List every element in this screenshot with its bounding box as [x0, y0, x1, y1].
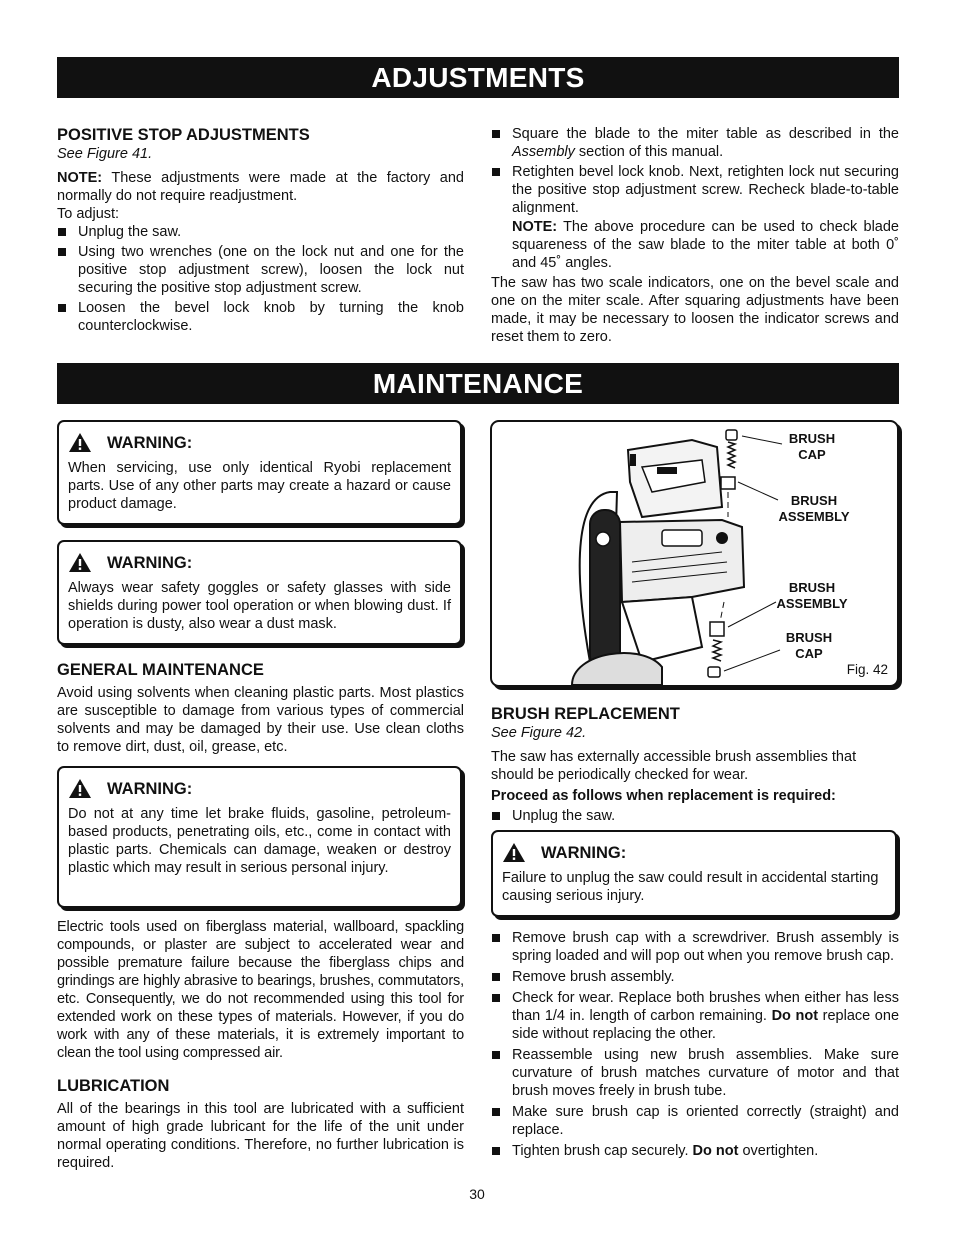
- brush-replacement-section: [491, 704, 899, 827]
- note-label: NOTE:: [512, 219, 558, 235]
- maintenance-banner: MAINTENANCE: [57, 363, 899, 404]
- warning-text: Do not at any time let brake fluids, gasoline, petroleum-based products, penetrating oils, etc., come in contact with plastic parts. Chemicals can damage, weaken or destroy plastic which may result in serious personal injury.: [68, 806, 451, 876]
- list-item: [491, 1142, 899, 1160]
- note: [491, 218, 899, 272]
- text: Tighten brush cap securely.: [512, 1143, 693, 1159]
- list-item: Remove brush cap with a screwdriver. Brush assembly is spring loaded and will pop out when you remove brush cap.: [491, 929, 899, 965]
- brush-steps: [491, 929, 899, 1160]
- figure-reference: See Figure 42.: [491, 725, 587, 741]
- warning-header: [502, 842, 886, 863]
- list-item: Unplug the saw.: [491, 807, 899, 825]
- brush-steps-section: [491, 929, 899, 1162]
- warning-text: Failure to unplug the saw could result in accidental starting causing serious injury.: [502, 870, 879, 904]
- list-item: Using two wrenches (one on the lock nut and one for the positive stop adjustment screw), loosen the lock nut securing the positive stop adjustment screw.: [57, 243, 464, 297]
- list-item: Loosen the bevel lock knob by turning the knob counterclockwise.: [57, 299, 464, 335]
- text: Check for wear. Replace both brushes when either has less than 1/4 in. length of carbon remaining.: [512, 990, 899, 1024]
- list-item: Reassemble using new brush assemblies. Make sure curvature of brush matches curvature of motor and that brush moves freely in brush tube.: [491, 1046, 899, 1100]
- brush-prestep: [491, 807, 899, 825]
- scale-indicator-paragraph: The saw has two scale indicators, one on the bevel scale and one on the miter scale. After squaring adjustments have been made, it may be necessary to loosen the indicator screws and reset them to zero.: [491, 275, 899, 345]
- section-heading: LUBRICATION: [57, 1077, 170, 1095]
- section-heading: POSITIVE STOP ADJUSTMENTS: [57, 126, 310, 144]
- adjustments-right-column: [491, 125, 899, 346]
- warning-triangle-icon: [68, 778, 92, 799]
- section-heading: BRUSH REPLACEMENT: [491, 705, 680, 723]
- warning-box-replacement-parts: [57, 420, 462, 525]
- list-item: [491, 989, 899, 1043]
- label-brush-cap-top: BRUSH CAP: [788, 431, 836, 462]
- list-item: Make sure brush cap is oriented correctly (straight) and replace.: [491, 1103, 899, 1139]
- to-adjust-label: To adjust:: [57, 206, 120, 222]
- text: overtighten.: [738, 1143, 819, 1159]
- warning-box-unplug: [491, 830, 897, 917]
- adjust-steps-continued: [491, 125, 899, 217]
- figure-42: [490, 420, 899, 687]
- brush-intro: The saw has externally accessible brush assemblies that should be periodically checked for wear.: [491, 749, 857, 783]
- warning-text: When servicing, use only identical Ryobi replacement parts. Use of any other parts may create a hazard or cause product damage.: [68, 460, 451, 512]
- general-maintenance-text: Avoid using solvents when cleaning plastic parts. Most plastics are susceptible to damage from various types of commercial solvents and may be damaged by their use. Use clean cloths to remove dirt, dust, oil, grease, etc.: [57, 685, 464, 755]
- note: [57, 169, 464, 205]
- list-item: Retighten bevel lock knob. Next, retighten lock nut securing the positive stop adjustment screw. Recheck blade-to-table alignment.: [491, 163, 899, 217]
- warning-header: [68, 432, 451, 453]
- warning-label: WARNING:: [107, 553, 193, 572]
- note-text: The above procedure can be used to check blade squareness of the saw blade to the miter table at both 0˚ and 45˚ angles.: [512, 219, 899, 271]
- list-item: Unplug the saw.: [57, 223, 464, 241]
- warning-label: WARNING:: [541, 843, 627, 862]
- warning-text: Always wear safety goggles or safety glasses with side shields during power tool operation or when blowing dust. If operation is dusty, also wear a dust mask.: [68, 580, 451, 632]
- warning-box-chemicals: [57, 766, 462, 908]
- warning-triangle-icon: [68, 432, 92, 453]
- fiberglass-text: Electric tools used on fiberglass material, wallboard, spackling compounds, or plaster are subject to accelerated wear and possible premature failure because the fiberglass chips and grindings are highly abrasive to bearings, brushes, commutators, etc. Consequently, we do not recommended using this tool for extended work on these types of materials. However, if you do work with any of these materials, it is extremely important to clean the tool using compressed air.: [57, 919, 464, 1061]
- emphasis: Do not: [692, 1143, 739, 1159]
- lubrication-text: All of the bearings in this tool are lubricated with a sufficient amount of high grade lubricant for the life of the unit under normal operating conditions. Therefore, no further lubrication is required.: [57, 1101, 464, 1171]
- positive-stop-section: [57, 125, 464, 337]
- warning-box-safety-goggles: [57, 540, 462, 645]
- emphasis: Assembly: [512, 144, 575, 160]
- list-item: [491, 125, 899, 161]
- warning-header: [68, 552, 451, 573]
- warning-header: [68, 778, 451, 799]
- page-number: 30: [469, 1186, 485, 1202]
- note-label: NOTE:: [57, 170, 103, 186]
- list-item: Remove brush assembly.: [491, 968, 899, 986]
- adjustments-banner: ADJUSTMENTS: [57, 57, 899, 98]
- text: replace one side without replacing the other.: [512, 1008, 900, 1042]
- lubrication-section: [57, 1076, 464, 1172]
- note-text: These adjustments were made at the factory and normally do not require readjustment.: [57, 170, 464, 204]
- general-maintenance-section: [57, 660, 464, 756]
- text: section of this manual.: [574, 144, 724, 160]
- adjust-steps: [57, 223, 464, 335]
- warning-label: WARNING:: [107, 779, 193, 798]
- warning-triangle-icon: [68, 552, 92, 573]
- figure-caption: Fig. 42: [846, 662, 888, 677]
- warning-triangle-icon: [502, 842, 526, 863]
- proceed-label: Proceed as follows when replacement is required:: [491, 788, 836, 804]
- label-brush-cap-bottom: BRUSH CAP: [785, 630, 833, 661]
- figure-reference: See Figure 41.: [57, 146, 153, 162]
- warning-label: WARNING:: [107, 433, 193, 452]
- label-brush-assembly-top: BRUSH ASSEMBLY: [778, 493, 850, 524]
- section-heading: GENERAL MAINTENANCE: [57, 661, 264, 679]
- text: Square the blade to the miter table as described in the: [512, 126, 899, 142]
- emphasis: Do not: [771, 1008, 819, 1024]
- fiberglass-section: [57, 918, 464, 1062]
- label-brush-assembly-bottom: BRUSH ASSEMBLY: [776, 580, 848, 611]
